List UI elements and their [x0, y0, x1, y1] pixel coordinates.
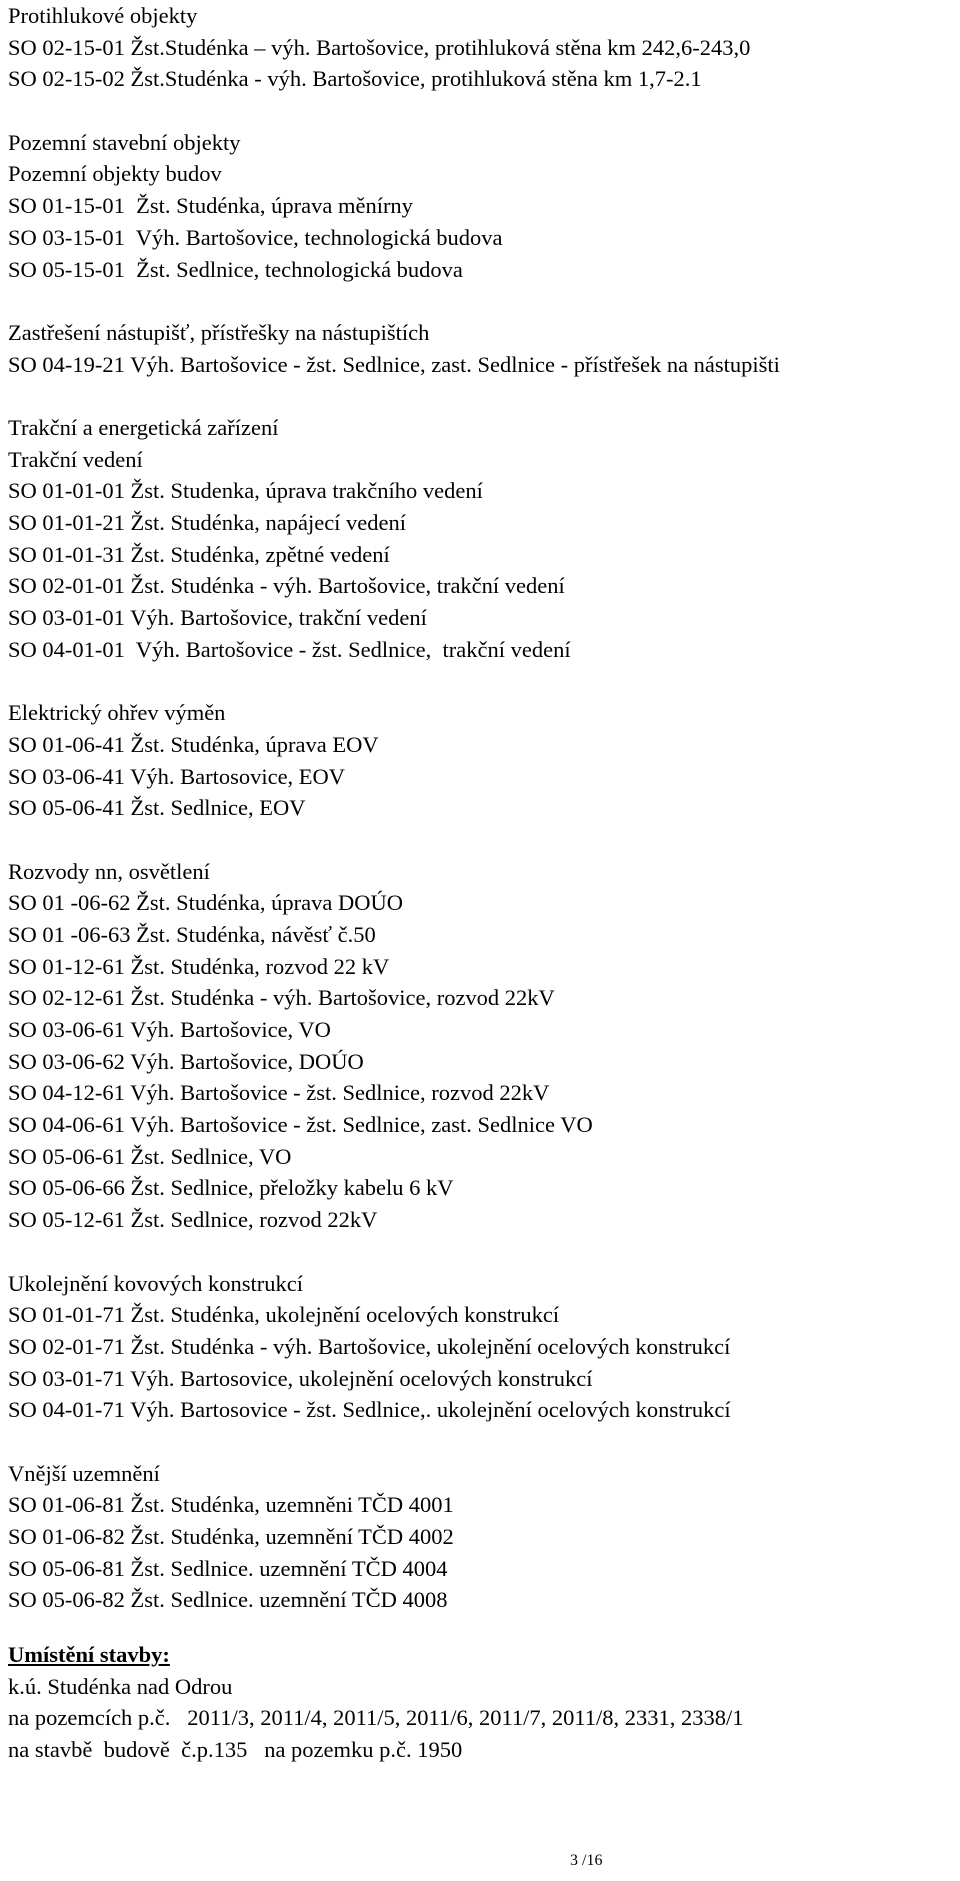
- section-trakcni: [8, 412, 953, 666]
- section-rozvody: [8, 856, 953, 1236]
- spacer: [8, 95, 953, 127]
- section-heading: Ukolejnění kovových konstrukcí: [8, 1270, 303, 1296]
- spacer: [8, 1616, 953, 1639]
- object-line: SO 01-01-01 Žst. Studenka, úprava trakčního vedení: [8, 478, 483, 504]
- object-line: SO 05-12-61 Žst. Sedlnice, rozvod 22kV: [8, 1207, 378, 1233]
- spacer: [8, 380, 953, 412]
- section-heading: Rozvody nn, osvětlení: [8, 858, 210, 884]
- page-number: 3 /16: [570, 1852, 603, 1869]
- object-line: SO 05-06-61 Žst. Sedlnice, VO: [8, 1143, 292, 1169]
- object-line: SO 01 -06-62 Žst. Studénka, úprava DOÚO: [8, 890, 403, 916]
- object-line: SO 05-15-01 Žst. Sedlnice, technologická budova: [8, 256, 463, 282]
- object-line: SO 02-15-02 Žst.Studénka - výh. Bartošovice, protihluková stěna km 1,7-2.1: [8, 66, 702, 92]
- section-zastreseni: [8, 317, 953, 380]
- subsection-heading: Pozemní objekty budov: [8, 161, 222, 187]
- object-line: SO 03-06-62 Výh. Bartošovice, DOÚO: [8, 1048, 364, 1074]
- spacer: [8, 1426, 953, 1458]
- object-line: SO 04-01-01 Výh. Bartošovice - žst. Sedlnice, trakční vedení: [8, 636, 571, 662]
- object-line: SO 01-06-82 Žst. Studénka, uzemnění TČD 4002: [8, 1524, 454, 1549]
- subsection-heading: Trakční vedení: [8, 446, 143, 472]
- object-line: SO 02-12-61 Žst. Studénka - výh. Bartošovice, rozvod 22kV: [8, 985, 555, 1011]
- spacer: [8, 824, 953, 856]
- spacer: [8, 1236, 953, 1268]
- object-line: SO 05-06-41 Žst. Sedlnice, EOV: [8, 795, 306, 821]
- object-line: SO 01-06-41 Žst. Studénka, úprava EOV: [8, 731, 379, 757]
- section-protihlukove: [8, 0, 953, 95]
- object-line: SO 01-01-71 Žst. Studénka, ukolejnění ocelových konstrukcí: [8, 1302, 560, 1328]
- section-ohrev: [8, 697, 953, 824]
- section-heading: Pozemní stavební objekty: [8, 129, 241, 155]
- section-uzemneni: [8, 1458, 953, 1616]
- section-heading: Elektrický ohřev výměn: [8, 700, 226, 726]
- object-line: SO 01 -06-63 Žst. Studénka, návěsť č.50: [8, 921, 376, 947]
- object-line: SO 01-01-31 Žst. Studénka, zpětné vedení: [8, 541, 390, 567]
- section-heading: Protihlukové objekty: [8, 3, 198, 28]
- location-line: na pozemcích p.č. 2011/3, 2011/4, 2011/5, 2011/6, 2011/7, 2011/8, 2331, 2338/1: [8, 1705, 744, 1731]
- section-heading: Trakční a energetická zařízení: [8, 414, 279, 440]
- object-line: SO 01-06-81 Žst. Studénka, uzemněni TČD 4001: [8, 1492, 454, 1518]
- section-location: [8, 1639, 953, 1766]
- location-line: na stavbě budově č.p.135 na pozemku p.č. 1950: [8, 1737, 463, 1763]
- location-line: k.ú. Studénka nad Odrou: [8, 1673, 233, 1699]
- object-line: SO 03-06-61 Výh. Bartošovice, VO: [8, 1017, 331, 1042]
- object-line: SO 05-06-81 Žst. Sedlnice. uzemnění TČD 4004: [8, 1555, 448, 1581]
- section-ukolejneni: [8, 1268, 953, 1426]
- object-line: SO 05-06-66 Žst. Sedlnice, přeložky kabelu 6 kV: [8, 1175, 454, 1201]
- object-line: SO 02-01-71 Žst. Studénka - výh. Bartošovice, ukolejnění ocelových konstrukcí: [8, 1333, 731, 1359]
- object-line: SO 03-01-01 Výh. Bartošovice, trakční vedení: [8, 605, 427, 631]
- object-line: SO 01-01-21 Žst. Studénka, napájecí vedení: [8, 510, 407, 535]
- object-line: SO 01-12-61 Žst. Studénka, rozvod 22 kV: [8, 953, 390, 979]
- object-line: SO 04-06-61 Výh. Bartošovice - žst. Sedlnice, zast. Sedlnice VO: [8, 1112, 593, 1138]
- object-line: SO 01-15-01 Žst. Studénka, úprava měnírny: [8, 193, 413, 219]
- object-line: SO 02-01-01 Žst. Studénka - výh. Bartošovice, trakční vedení: [8, 573, 565, 599]
- section-heading: Zastřešení nástupišť, přístřešky na nástupištích: [8, 319, 430, 345]
- location-heading: Umístění stavby:: [8, 1642, 170, 1668]
- object-line: SO 03-15-01 Výh. Bartošovice, technologická budova: [8, 224, 503, 250]
- object-line: SO 04-01-71 Výh. Bartosovice - žst. Sedlnice,. ukolejnění ocelových konstrukcí: [8, 1397, 731, 1423]
- object-line: SO 02-15-01 Žst.Studénka – výh. Bartošovice, protihluková stěna km 242,6-243,0: [8, 34, 751, 60]
- section-pozemni: [8, 127, 953, 285]
- object-line: SO 04-19-21 Výh. Bartošovice - žst. Sedlnice, zast. Sedlnice - přístřešek na nástupišti: [8, 351, 780, 377]
- section-heading: Vnější uzemnění: [8, 1460, 160, 1486]
- spacer: [8, 665, 953, 697]
- document-page: [8, 0, 953, 1766]
- spacer: [8, 285, 953, 317]
- object-line: SO 03-01-71 Výh. Bartosovice, ukolejnění ocelových konstrukcí: [8, 1365, 593, 1391]
- object-line: SO 04-12-61 Výh. Bartošovice - žst. Sedlnice, rozvod 22kV: [8, 1080, 550, 1106]
- object-line: SO 03-06-41 Výh. Bartosovice, EOV: [8, 763, 346, 789]
- object-line: SO 05-06-82 Žst. Sedlnice. uzemnění TČD 4008: [8, 1587, 448, 1613]
